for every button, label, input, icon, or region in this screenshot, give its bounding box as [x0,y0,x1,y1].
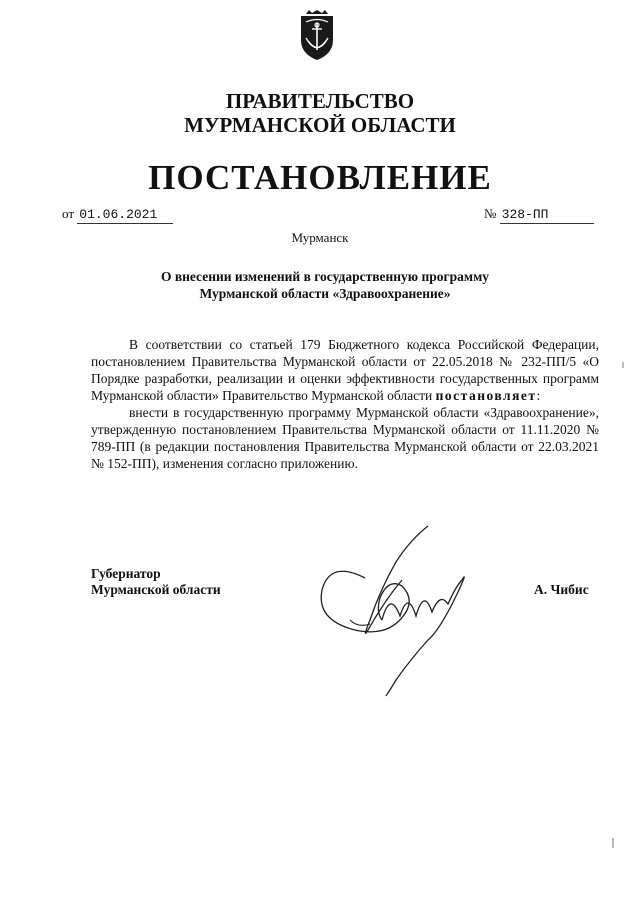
subject-line1: О внесении изменений в государственную программу [160,269,490,284]
document-body [91,336,599,472]
handwritten-signature [310,520,480,700]
number-value: 328-ПП [500,207,594,224]
date-value: 01.06.2021 [77,207,173,224]
document-number [484,206,594,224]
number-prefix: № [484,206,497,221]
paragraph-1-text: В соответствии со статьей 179 Бюджетного кодекса Российской Федерации, постановлением Правительства Мурманской области от 22.05.2018 № 232-ПП/5 «О Порядке разработки, реализации и оценки эффективности государственных программ Мурманской области» Правительство Мурманской области [91,337,599,403]
coat-of-arms-icon [297,10,337,62]
position-line2: Мурманской области [91,582,221,597]
resolution-keyword: постановляет [435,388,537,403]
position-line1: Губернатор [91,566,161,581]
body-paragraph-1 [91,336,599,404]
government-title-line1: ПРАВИТЕЛЬСТВО [225,89,415,113]
document-type-heading: ПОСТАНОВЛЕНИЕ [148,158,492,197]
scan-artifact [622,362,624,368]
subject-line2: Мурманской области «Здравоохранение» [199,286,451,301]
government-title-line2: МУРМАНСКОЙ ОБЛАСТИ [184,113,456,137]
signatory-position [91,566,221,598]
city-name: Мурманск [291,230,349,245]
signatory-name: А. Чибис [534,582,589,597]
body-paragraph-2: внести в государственную программу Мурманской области «Здравоохранение», утвержденную постановлением Правительства Мурманской области от 11.11.2020 № 789-ПП (в редакции постановления Правительства Мурманской области от 22.03.2021 № 152-ПП), изменения согласно приложению. [91,405,599,471]
document-date [62,206,173,224]
paragraph-1-end: : [536,388,541,403]
document-subject [120,268,530,302]
scan-artifact [612,838,614,848]
date-prefix: от [62,206,75,221]
